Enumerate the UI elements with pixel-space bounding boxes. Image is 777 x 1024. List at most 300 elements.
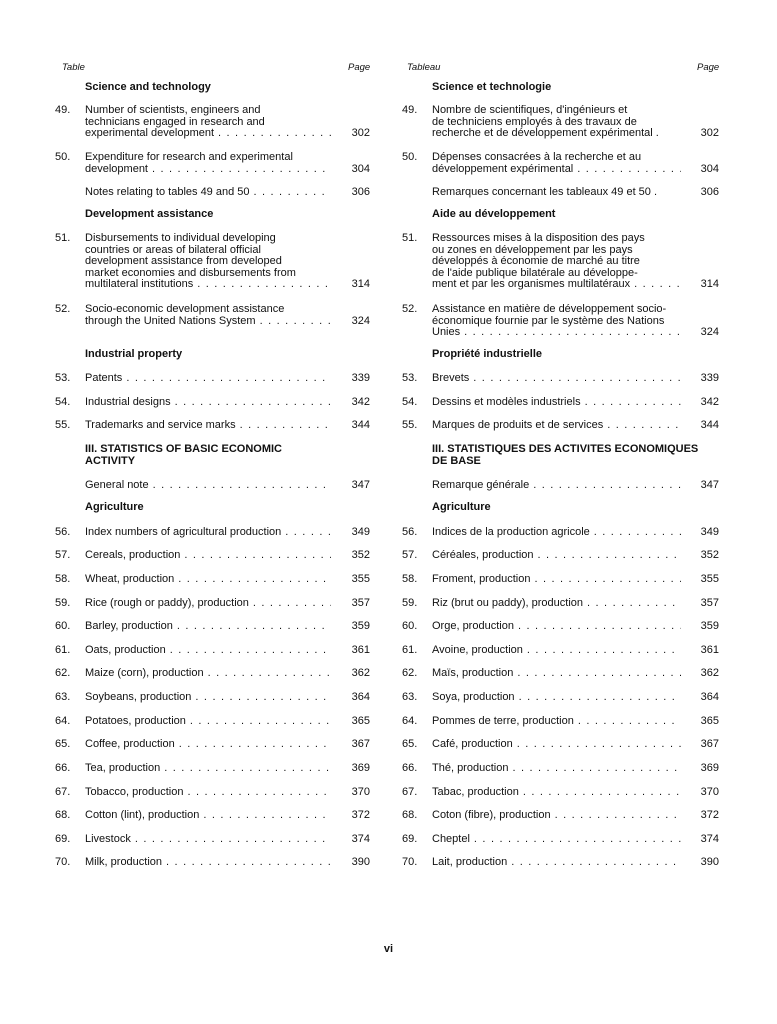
- toc-entry: [402, 763, 719, 775]
- dot-leader: [607, 420, 681, 432]
- entry-line: [85, 645, 335, 657]
- page-number: vi: [383, 943, 394, 955]
- entry-page: 370: [700, 786, 719, 798]
- entry-line-text: développés à économie de marché au titre: [432, 255, 640, 267]
- entry-number: 51.: [402, 232, 418, 244]
- toc-entry: [402, 598, 719, 610]
- entry-line-text: Coffee, production: [85, 738, 175, 750]
- heading-line: Development assistance: [85, 208, 214, 220]
- dot-leader: [538, 550, 681, 562]
- entry-line: [432, 105, 685, 117]
- entry-line-text: Marques de produits et de services: [432, 419, 604, 431]
- entry-line: [432, 716, 685, 728]
- entry-line-text: Dépenses consacrées à la recherche et au: [432, 151, 642, 163]
- dot-leader: [474, 834, 681, 846]
- entry-title: [85, 692, 335, 704]
- entry-line-text: Rice (rough or paddy), production: [85, 597, 249, 609]
- entry-line: [85, 187, 335, 199]
- entry-line: [432, 279, 685, 291]
- entry-line-text: Remarques concernant les tableaux 49 et 50 .: [432, 186, 658, 198]
- entry-line-text: Avoine, production: [432, 644, 523, 656]
- toc-entry: [55, 480, 370, 492]
- entry-line: [432, 187, 685, 199]
- toc-entry: [55, 668, 370, 680]
- right-page-label: Page: [697, 62, 720, 73]
- entry-line-text: Potatoes, production: [85, 715, 186, 727]
- entry-page: 367: [351, 738, 370, 750]
- entry-line-text: Tobacco, production: [85, 786, 184, 798]
- toc-entry: [402, 834, 719, 846]
- dot-leader: [126, 373, 331, 385]
- dot-leader: [190, 716, 331, 728]
- heading-text: [85, 502, 375, 514]
- entry-line: [432, 574, 685, 586]
- dot-leader: [555, 810, 681, 822]
- entry-line-text: Oats, production: [85, 644, 166, 656]
- entry-number: 70.: [402, 856, 418, 868]
- entry-line-text: development: [85, 162, 148, 175]
- entry-line: [85, 420, 335, 432]
- toc-entry: [55, 787, 370, 799]
- entry-line-text: Remarque générale: [432, 479, 530, 491]
- entry-line-text: de techniciens employés à des travaux de: [432, 115, 637, 128]
- dot-leader: [464, 327, 681, 339]
- entry-title: [432, 598, 685, 610]
- entry-line-text: Number of scientists, engineers and: [85, 104, 261, 116]
- entry-number: 61.: [402, 644, 418, 656]
- entry-page: 302: [351, 127, 370, 139]
- entry-page: 390: [700, 856, 719, 868]
- entry-line-text: Pommes de terre, production: [432, 715, 574, 727]
- entry-number: 69.: [55, 833, 71, 845]
- entry-title: [85, 645, 335, 657]
- toc-entry: [55, 105, 370, 140]
- dot-leader: [578, 716, 681, 728]
- dot-leader: [170, 645, 331, 657]
- toc-entry: [402, 373, 719, 385]
- entry-line-text: Milk, production: [85, 856, 163, 868]
- entry-line-text: through the United Nations System: [85, 314, 256, 327]
- entry-number: 65.: [55, 738, 71, 750]
- dot-leader: [177, 621, 331, 633]
- entry-title: [432, 668, 685, 680]
- entry-line-text: Socio-economic development assistance: [85, 303, 285, 315]
- entry-line: [85, 739, 335, 751]
- entry-line-text: Cheptel: [432, 833, 470, 845]
- entry-title: [432, 480, 685, 492]
- entry-title: [432, 574, 685, 586]
- entry-number: 64.: [55, 715, 71, 727]
- toc-entry: [402, 739, 719, 751]
- entry-number: 68.: [402, 809, 418, 821]
- entry-line: [432, 692, 685, 704]
- entry-title: [432, 857, 685, 869]
- entry-page: 362: [351, 667, 370, 679]
- entry-page: 324: [351, 314, 370, 327]
- entry-page: 390: [351, 856, 370, 868]
- entry-number: 60.: [402, 620, 418, 632]
- entry-line: [432, 152, 685, 164]
- entry-line-text: Trademarks and service marks: [85, 419, 236, 431]
- entry-line: [85, 763, 335, 775]
- entry-line-text: Livestock: [85, 833, 131, 845]
- entry-number: 64.: [402, 715, 418, 727]
- dot-leader: [285, 527, 331, 539]
- entry-line-text: experimental development: [85, 127, 215, 139]
- entry-page: 369: [351, 762, 370, 774]
- dot-leader: [587, 598, 681, 610]
- entry-line: [432, 373, 685, 385]
- toc-entry: [402, 527, 719, 539]
- dot-leader: [517, 739, 681, 751]
- entry-line-text: multilateral institutions: [85, 278, 194, 290]
- toc-entry: [402, 233, 719, 291]
- entry-number: 49.: [402, 104, 418, 116]
- heading-text: [432, 209, 725, 221]
- dot-leader: [254, 187, 331, 199]
- entry-line: [85, 279, 335, 291]
- entry-line-text: Cereals, production: [85, 549, 181, 561]
- entry-number: 63.: [55, 691, 71, 703]
- entry-title: [85, 763, 335, 775]
- entry-page: 339: [351, 372, 370, 384]
- toc-entry: [402, 420, 719, 432]
- entry-line-text: Lait, production: [432, 856, 508, 868]
- entry-number: 50.: [402, 151, 418, 163]
- entry-number: 56.: [55, 526, 71, 538]
- entry-line-text: Maïs, production: [432, 667, 514, 679]
- entry-number: 52.: [55, 303, 71, 315]
- toc-entry: [55, 692, 370, 704]
- entry-page: 364: [351, 691, 370, 703]
- entry-title: [85, 105, 335, 140]
- entry-line-text: Industrial designs: [85, 396, 171, 408]
- entry-number: 55.: [402, 419, 418, 431]
- toc-entry: [402, 810, 719, 822]
- entry-line-text: Soybeans, production: [85, 691, 192, 703]
- toc-entry: [55, 574, 370, 586]
- entry-line: [85, 316, 335, 328]
- dot-leader: [203, 810, 331, 822]
- entry-line-text: Cotton (lint), production: [85, 809, 200, 821]
- entry-page: 357: [351, 597, 370, 609]
- toc-entry: [55, 739, 370, 751]
- dot-leader: [164, 763, 331, 775]
- entry-line-text: Index numbers of agricultural production: [85, 526, 282, 538]
- entry-page: 349: [700, 526, 719, 538]
- dot-leader: [135, 834, 331, 846]
- left-column-label: Table: [62, 62, 85, 73]
- entry-line-text: Céréales, production: [432, 549, 534, 561]
- entry-page: 369: [700, 762, 719, 774]
- entry-line: [432, 810, 685, 822]
- entry-page: 352: [351, 549, 370, 561]
- dot-leader: [519, 692, 681, 704]
- entry-number: 53.: [402, 372, 418, 384]
- entry-number: 50.: [55, 151, 71, 163]
- entry-line: [432, 420, 685, 432]
- entry-title: [432, 692, 685, 704]
- entry-number: 68.: [55, 809, 71, 821]
- toc-entry: [55, 373, 370, 385]
- entry-number: 66.: [402, 762, 418, 774]
- entry-line-text: Thé, production: [432, 762, 509, 774]
- entry-line: [432, 527, 685, 539]
- entry-page: 314: [700, 278, 719, 290]
- entry-title: [85, 373, 335, 385]
- entry-page: 344: [700, 419, 719, 431]
- toc-entry: [55, 645, 370, 657]
- toc-entry: [402, 692, 719, 704]
- entry-page: 361: [700, 644, 719, 656]
- toc-entry: [402, 152, 719, 175]
- entry-line: [432, 316, 685, 328]
- entry-page: 372: [351, 809, 370, 821]
- entry-line: [85, 128, 335, 140]
- entry-title: [432, 105, 685, 140]
- entry-line: [85, 716, 335, 728]
- entry-number: 51.: [55, 232, 71, 244]
- heading-line: III. STATISTIQUES DES ACTIVITES ECONOMIQUES: [432, 443, 699, 455]
- entry-line-text: Disbursements to individual developing: [85, 232, 276, 244]
- entry-title: [85, 550, 335, 562]
- entry-number: 57.: [55, 549, 71, 561]
- entry-line-text: Coton (fibre), production: [432, 809, 551, 821]
- heading-text: [432, 444, 725, 467]
- entry-number: 69.: [402, 833, 418, 845]
- entry-number: 60.: [55, 620, 71, 632]
- heading-text: [85, 444, 375, 467]
- entry-number: 57.: [402, 549, 418, 561]
- heading-text: [85, 82, 375, 94]
- toc-entry: [55, 420, 370, 432]
- toc-entry: [55, 304, 370, 327]
- entry-line: [85, 105, 335, 117]
- entry-page: 365: [351, 715, 370, 727]
- toc-entry: [402, 787, 719, 799]
- entry-line-text: Expenditure for research and experimental: [85, 151, 293, 163]
- entry-line-text: Assistance en matière de développement socio-: [432, 303, 667, 315]
- entry-number: 58.: [402, 573, 418, 585]
- entry-title: [432, 621, 685, 633]
- entry-page: 362: [700, 667, 719, 679]
- entry-number: 67.: [402, 786, 418, 798]
- toc-entry: [55, 763, 370, 775]
- entry-number: 63.: [402, 691, 418, 703]
- entry-number: 53.: [55, 372, 71, 384]
- entry-line: [85, 527, 335, 539]
- entry-page: 302: [700, 127, 719, 139]
- entry-line: [85, 692, 335, 704]
- toc-entry: [402, 187, 719, 199]
- toc-entry: [402, 668, 719, 680]
- entry-line-text: Café, production: [432, 738, 513, 750]
- entry-number: 54.: [402, 396, 418, 408]
- entry-line-text: Dessins et modèles industriels: [432, 396, 581, 408]
- entry-title: [432, 550, 685, 562]
- entry-line: [432, 739, 685, 751]
- entry-line: [432, 304, 685, 316]
- entry-line: [432, 256, 685, 268]
- dot-leader: [197, 279, 331, 291]
- entry-title: [85, 598, 335, 610]
- entry-title: [85, 527, 335, 539]
- dot-leader: [533, 480, 681, 492]
- entry-title: [432, 645, 685, 657]
- heading-text: [85, 349, 375, 361]
- toc-entry: [402, 397, 719, 409]
- dot-leader: [260, 316, 331, 328]
- entry-number: 49.: [55, 104, 71, 116]
- heading-text: [432, 82, 725, 94]
- entry-number: 58.: [55, 573, 71, 585]
- entry-line-text: développement expérimental: [432, 162, 574, 175]
- entry-line: [85, 574, 335, 586]
- entry-number: 59.: [55, 597, 71, 609]
- toc-entry: [402, 480, 719, 492]
- toc-entry: [55, 397, 370, 409]
- entry-page: 349: [351, 526, 370, 538]
- entry-line: [85, 834, 335, 846]
- dot-leader: [585, 397, 681, 409]
- heading-line: III. STATISTICS OF BASIC ECONOMIC: [85, 443, 282, 455]
- right-column-label: Tableau: [407, 62, 441, 73]
- toc-entry: [402, 550, 719, 562]
- entry-page: 304: [351, 162, 370, 175]
- entry-title: [85, 787, 335, 799]
- entry-page: 347: [700, 479, 719, 491]
- entry-line-text: Patents: [85, 372, 123, 384]
- entry-line-text: development assistance from developed: [85, 255, 282, 267]
- dot-leader: [184, 550, 331, 562]
- entry-line: [85, 480, 335, 492]
- entry-line-text: Brevets: [432, 372, 470, 384]
- entry-line: [85, 233, 335, 245]
- entry-page: 359: [351, 620, 370, 632]
- dot-leader: [187, 787, 331, 799]
- entry-line: [85, 164, 335, 176]
- entry-line-text: technicians engaged in research and: [85, 115, 265, 128]
- entry-title: [432, 527, 685, 539]
- entry-line-text: ou zones en développement par les pays: [432, 243, 633, 256]
- entry-page: 347: [351, 479, 370, 491]
- entry-title: [85, 834, 335, 846]
- heading-line: Aide au développement: [432, 208, 556, 220]
- entry-title: [85, 857, 335, 869]
- entry-page: 314: [351, 278, 370, 290]
- entry-line-text: Riz (brut ou paddy), production: [432, 597, 584, 609]
- entry-line: [432, 397, 685, 409]
- entry-title: [85, 304, 335, 327]
- entry-title: [432, 397, 685, 409]
- entry-line-text: Unies: [432, 326, 461, 338]
- entry-line: [432, 233, 685, 245]
- entry-title: [432, 787, 685, 799]
- heading-text: [432, 349, 725, 361]
- dot-leader: [577, 164, 681, 176]
- entry-title: [432, 304, 685, 339]
- entry-page: 324: [700, 326, 719, 338]
- entry-page: 372: [700, 809, 719, 821]
- entry-page: 374: [351, 833, 370, 845]
- entry-page: 306: [700, 186, 719, 198]
- toc-entry: [55, 598, 370, 610]
- entry-title: [85, 621, 335, 633]
- entry-line-text: de l'aide publique bilatérale au développe-: [432, 266, 638, 279]
- dot-leader: [218, 128, 331, 140]
- entry-line: [432, 787, 685, 799]
- entry-line: [432, 763, 685, 775]
- entry-number: 66.: [55, 762, 71, 774]
- entry-number: 67.: [55, 786, 71, 798]
- entry-line: [85, 857, 335, 869]
- heading-line: Propriété industrielle: [432, 348, 543, 360]
- toc-entry: [55, 527, 370, 539]
- dot-leader: [240, 420, 331, 432]
- entry-title: [85, 233, 335, 291]
- entry-number: 55.: [55, 419, 71, 431]
- toc-entry: [55, 187, 370, 199]
- toc-entry: [402, 105, 719, 140]
- entry-title: [85, 716, 335, 728]
- dot-leader: [511, 857, 681, 869]
- entry-page: 361: [351, 644, 370, 656]
- entry-line: [85, 256, 335, 268]
- entry-page: 344: [351, 419, 370, 431]
- dot-leader: [208, 668, 331, 680]
- dot-leader: [253, 598, 331, 610]
- toc-entry: [402, 857, 719, 869]
- entry-title: [85, 480, 335, 492]
- entry-line: [432, 480, 685, 492]
- entry-number: 56.: [402, 526, 418, 538]
- entry-line-text: Froment, production: [432, 573, 531, 585]
- dot-leader: [178, 574, 331, 586]
- entry-line: [432, 621, 685, 633]
- entry-line: [85, 787, 335, 799]
- entry-number: 70.: [55, 856, 71, 868]
- entry-line: [85, 598, 335, 610]
- heading-line: Science et technologie: [432, 81, 552, 93]
- dot-leader: [473, 373, 681, 385]
- entry-line-text: Indices de la production agricole: [432, 526, 590, 538]
- dot-leader: [152, 164, 331, 176]
- entry-line: [432, 128, 685, 140]
- entry-line: [85, 810, 335, 822]
- entry-line: [85, 397, 335, 409]
- entry-line-text: Tabac, production: [432, 786, 519, 798]
- entry-line: [432, 645, 685, 657]
- toc-entry: [402, 645, 719, 657]
- entry-line-text: Notes relating to tables 49 and 50: [85, 186, 250, 198]
- dot-leader: [166, 857, 331, 869]
- toc-entry: [402, 621, 719, 633]
- entry-line: [432, 164, 685, 176]
- entry-line-text: Soya, production: [432, 691, 515, 703]
- entry-page: 355: [351, 573, 370, 585]
- entry-line: [85, 550, 335, 562]
- dot-leader: [534, 574, 681, 586]
- entry-page: 355: [700, 573, 719, 585]
- entry-line-text: Orge, production: [432, 620, 514, 632]
- toc-entry: [402, 716, 719, 728]
- toc-entry: [55, 857, 370, 869]
- entry-title: [85, 420, 335, 432]
- toc-entry: [55, 810, 370, 822]
- entry-page: 370: [351, 786, 370, 798]
- dot-leader: [523, 787, 681, 799]
- entry-line-text: General note: [85, 479, 149, 491]
